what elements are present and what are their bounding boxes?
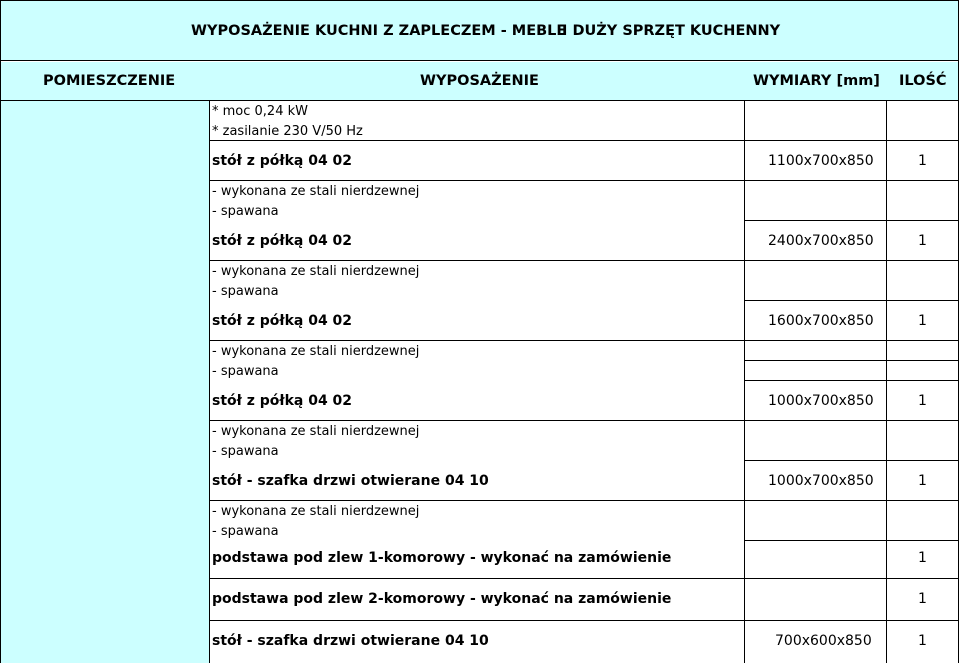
spec-line: - spawana	[212, 364, 279, 379]
item-quantity: 1	[918, 550, 927, 566]
spec-line: - spawana	[212, 204, 279, 219]
item-name: podstawa pod zlew 2-komorowy - wykonać na zamówienie	[212, 591, 672, 607]
document-title	[191, 23, 566, 39]
spec-line: * zasilanie 230 V/50 Hz	[212, 124, 363, 139]
item-dimensions: 1000x700x850	[768, 473, 874, 489]
spec-line: - wykonana ze stali nierdzewnej	[212, 264, 420, 279]
item-quantity: 1	[918, 591, 927, 607]
document-title-2	[562, 23, 780, 39]
item-name: stół - szafka drzwi otwierane 04 10	[212, 633, 489, 649]
item-quantity: 1	[918, 233, 927, 249]
column-header-room: POMIESZCZENIE	[43, 73, 176, 89]
column-header-dimensions: WYMIARY [mm]	[753, 73, 880, 89]
item-name: stół z półką 04 02	[212, 393, 353, 409]
spec-line: - wykonana ze stali nierdzewnej	[212, 504, 420, 519]
title-part-2: I DUŻY SPRZĘT KUCHENNY	[562, 23, 781, 39]
item-name: stół z półką 04 02	[212, 313, 353, 329]
spec-line: - spawana	[212, 284, 279, 299]
item-name: stół z półką 04 02	[212, 233, 353, 249]
item-name: stół z półką 04 02	[212, 153, 353, 169]
spec-line: - wykonana ze stali nierdzewnej	[212, 344, 420, 359]
spec-line: - spawana	[212, 524, 279, 539]
column-header-equipment: WYPOSAŻENIE	[420, 73, 539, 89]
item-name: podstawa pod zlew 1-komorowy - wykonać na zamówienie	[212, 550, 672, 566]
spec-line: - spawana	[212, 444, 279, 459]
item-dimensions: 1100x700x850	[768, 153, 874, 169]
item-dimensions: 700x600x850	[775, 633, 872, 649]
item-quantity: 1	[918, 633, 927, 649]
spec-line: * moc 0,24 kW	[212, 104, 308, 119]
item-quantity: 1	[918, 153, 927, 169]
column-header-quantity: ILOŚĆ	[899, 73, 947, 89]
item-dimensions: 2400x700x850	[768, 233, 874, 249]
title-part-1: WYPOSAŻENIE KUCHNI Z ZAPLECZEM - MEBLE	[191, 23, 567, 39]
room-column-background	[1, 101, 209, 663]
item-quantity: 1	[918, 313, 927, 329]
item-quantity: 1	[918, 473, 927, 489]
item-dimensions: 1600x700x850	[768, 313, 874, 329]
spec-line: - wykonana ze stali nierdzewnej	[212, 184, 420, 199]
item-quantity: 1	[918, 393, 927, 409]
spec-line: - wykonana ze stali nierdzewnej	[212, 424, 420, 439]
item-dimensions: 1000x700x850	[768, 393, 874, 409]
item-name: stół - szafka drzwi otwierane 04 10	[212, 473, 489, 489]
